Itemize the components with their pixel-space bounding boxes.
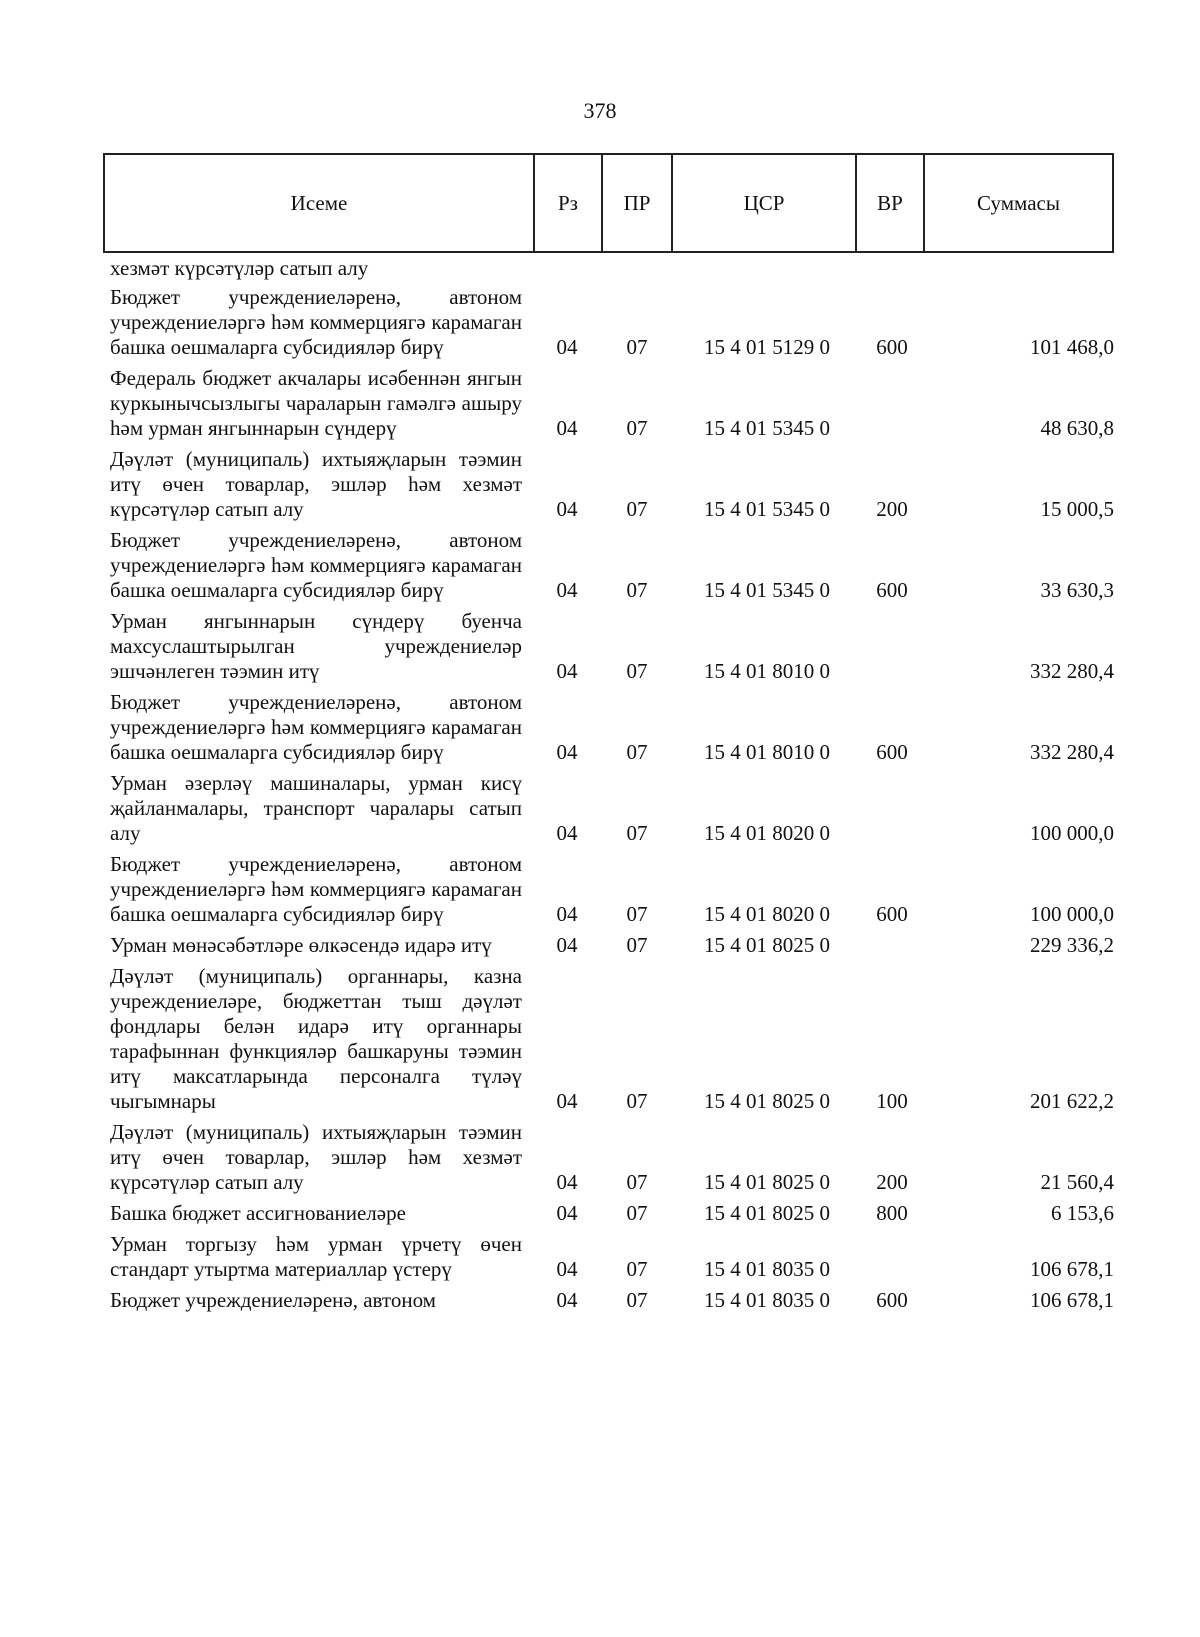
row-name: Урман мөнәсәбәтләре өлкәсендә идарә итү: [110, 933, 492, 957]
row-sum: 229 336,2: [1030, 933, 1114, 957]
row-pr: 07: [626, 578, 648, 602]
row-csr: 15 4 01 8010 0: [704, 659, 830, 683]
row-pr: 07: [626, 740, 648, 764]
table-body: [110, 256, 1120, 1319]
row-csr: 15 4 01 5129 0: [704, 335, 830, 359]
row-rz: 04: [556, 497, 578, 521]
row-pr: 07: [626, 1089, 648, 1113]
row-rz: 04: [556, 1089, 578, 1113]
row-name: Урман әзерләү машиналары, урман кисү җайланмалары, транспорт чаралары сатып алу: [110, 771, 522, 845]
row-pr: 07: [626, 497, 648, 521]
table-row: [110, 1120, 1120, 1195]
row-rz: 04: [556, 1201, 578, 1225]
row-sum: 33 630,3: [1040, 578, 1114, 602]
row-pr: 07: [626, 335, 648, 359]
table-row: [110, 933, 1120, 958]
row-csr: 15 4 01 5345 0: [704, 578, 830, 602]
row-rz: 04: [556, 659, 578, 683]
row-sum: 106 678,1: [1030, 1288, 1114, 1312]
row-csr: 15 4 01 8010 0: [704, 740, 830, 764]
table-row: [110, 1232, 1120, 1282]
row-sum: 21 560,4: [1040, 1170, 1114, 1194]
row-rz: 04: [556, 335, 578, 359]
row-rz: 04: [556, 821, 578, 845]
row-rz: 04: [556, 740, 578, 764]
row-vr: 600: [876, 902, 908, 926]
row-rz: 04: [556, 902, 578, 926]
row-sum: 101 468,0: [1030, 335, 1114, 359]
page-number: 378: [583, 98, 617, 123]
row-vr: 600: [876, 578, 908, 602]
row-name: Бюджет учреждениеләренә, автоном учреждениеләргә һәм коммерциягә карамаган башка оешмаларга субсидияләр бирү: [110, 528, 522, 602]
table-row: [110, 256, 1120, 281]
header-pr: ПР: [603, 155, 673, 251]
row-csr: 15 4 01 8035 0: [704, 1257, 830, 1281]
row-csr: 15 4 01 8025 0: [704, 1201, 830, 1225]
row-vr: 100: [876, 1089, 908, 1113]
row-sum: 332 280,4: [1030, 659, 1114, 683]
row-pr: 07: [626, 1288, 648, 1312]
row-pr: 07: [626, 416, 648, 440]
row-name: Урман торгызу һәм урман үрчетү өчен стандарт утыртма материаллар үстерү: [110, 1232, 522, 1281]
row-csr: 15 4 01 8020 0: [704, 902, 830, 926]
table-row: [110, 771, 1120, 846]
row-sum: 48 630,8: [1040, 416, 1114, 440]
header-csr: ЦСР: [673, 155, 857, 251]
row-vr: 800: [876, 1201, 908, 1225]
row-sum: 6 153,6: [1051, 1201, 1114, 1225]
row-name: Бюджет учреждениеләренә, автоном учреждениеләргә һәм коммерциягә карамаган башка оешмаларга субсидияләр бирү: [110, 852, 522, 926]
row-rz: 04: [556, 933, 578, 957]
table-row: [110, 852, 1120, 927]
row-name: Урман янгыннарын сүндерү буенча махсуслаштырылган учреждениеләр эшчәнлеген тәэмин итү: [110, 609, 522, 683]
table-row: [110, 609, 1120, 684]
row-name: Дәүләт (муниципаль) ихтыяҗларын тәэмин итү өчен товарлар, эшләр һәм хезмәт күрсәтүләр сатып алу: [110, 1120, 522, 1194]
table-row: [110, 447, 1120, 522]
header-name: Исеме: [105, 155, 535, 251]
row-name: Дәүләт (муниципаль) органнары, казна учреждениеләре, бюджеттан тыш дәүләт фондлары белән идарә итү органнары тарафыннан функцияләр башкаруны тәэмин итү максатларында персоналга түләү чыгымнары: [110, 964, 522, 1113]
row-csr: 15 4 01 8025 0: [704, 1089, 830, 1113]
table-header: [103, 153, 1114, 253]
row-pr: 07: [626, 659, 648, 683]
row-csr: 15 4 01 5345 0: [704, 497, 830, 521]
table-row: [110, 366, 1120, 441]
row-pr: 07: [626, 821, 648, 845]
row-sum: 201 622,2: [1030, 1089, 1114, 1113]
row-pr: 07: [626, 902, 648, 926]
row-rz: 04: [556, 416, 578, 440]
row-csr: 15 4 01 8035 0: [704, 1288, 830, 1312]
row-rz: 04: [556, 1170, 578, 1194]
row-name: Бюджет учреждениеләренә, автоном учреждениеләргә һәм коммерциягә карамаган башка оешмаларга субсидияләр бирү: [110, 285, 522, 359]
row-pr: 07: [626, 1170, 648, 1194]
row-sum: 100 000,0: [1030, 821, 1114, 845]
row-pr: 07: [626, 933, 648, 957]
row-name: Федераль бюджет акчалары исәбеннән янгын куркынычсызлыгы чараларын гамәлгә ашыру һәм урман янгыннарын сүндерү: [110, 366, 522, 440]
row-rz: 04: [556, 578, 578, 602]
row-sum: 332 280,4: [1030, 740, 1114, 764]
row-rz: 04: [556, 1288, 578, 1312]
row-vr: 600: [876, 335, 908, 359]
table-row: [110, 285, 1120, 360]
row-vr: 200: [876, 497, 908, 521]
row-vr: 200: [876, 1170, 908, 1194]
table-row: [110, 1201, 1120, 1226]
header-sum: Суммасы: [977, 190, 1060, 215]
row-name: Башка бюджет ассигнованиеләре: [110, 1201, 406, 1225]
row-name: Бюджет учреждениеләренә, автоном: [110, 1288, 436, 1312]
row-name: Дәүләт (муниципаль) ихтыяҗларын тәэмин итү өчен товарлар, эшләр һәм хезмәт күрсәтүләр сатып алу: [110, 447, 522, 521]
row-csr: 15 4 01 8025 0: [704, 1170, 830, 1194]
row-sum: 106 678,1: [1030, 1257, 1114, 1281]
table-row: [110, 690, 1120, 765]
row-csr: 15 4 01 5345 0: [704, 416, 830, 440]
row-pr: 07: [626, 1201, 648, 1225]
header-vr: ВР: [857, 155, 925, 251]
row-csr: 15 4 01 8020 0: [704, 821, 830, 845]
row-pr: 07: [626, 1257, 648, 1281]
row-vr: 600: [876, 1288, 908, 1312]
row-rz: 04: [556, 1257, 578, 1281]
row-vr: 600: [876, 740, 908, 764]
header-rz: Рз: [535, 155, 603, 251]
row-sum: 100 000,0: [1030, 902, 1114, 926]
row-sum: 15 000,5: [1040, 497, 1114, 521]
row-csr: 15 4 01 8025 0: [704, 933, 830, 957]
table-row: [110, 1288, 1120, 1313]
table-row: [110, 528, 1120, 603]
table-row: [110, 964, 1120, 1114]
row-name: хезмәт күрсәтүләр сатып алу: [110, 256, 369, 280]
row-name: Бюджет учреждениеләренә, автоном учреждениеләргә һәм коммерциягә карамаган башка оешмаларга субсидияләр бирү: [110, 690, 522, 764]
